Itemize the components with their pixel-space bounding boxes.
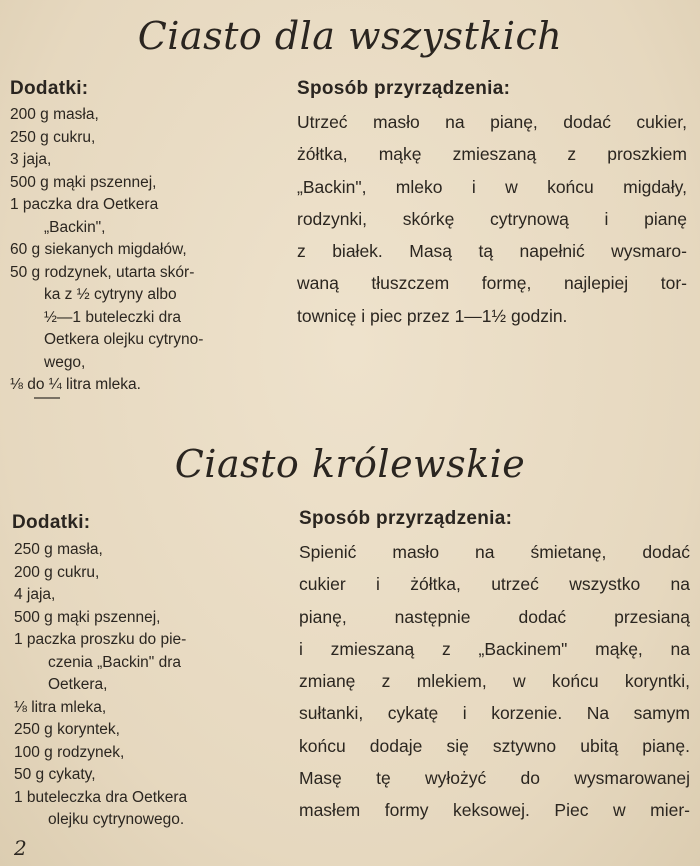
ingredient-line: 1 paczka dra Oetkera — [10, 196, 159, 213]
page-number: 2 — [14, 836, 27, 860]
ingredient-line: 3 jaja, — [10, 151, 52, 168]
ingredient-line: 4 jaja, — [14, 586, 56, 603]
ingredient-item — [14, 584, 187, 607]
ingredient-item — [10, 172, 203, 195]
method-text — [297, 106, 687, 332]
ingredient-line: 1 paczka proszku do pie- — [14, 631, 187, 648]
ingredient-continuation: ½—1 buteleczki dra — [44, 308, 181, 326]
ingredient-line: 50 g cykaty, — [14, 766, 96, 783]
method-text — [299, 536, 690, 827]
ingredient-line: ⅛ do ¼ litra mleka. — [10, 376, 141, 393]
method-line: zmianę z mlekiem, w końcu koryntki, — [299, 671, 690, 692]
ingredient-item — [10, 104, 203, 127]
ingredient-item — [10, 127, 203, 150]
recipe-title: Ciasto dla wszystkich — [137, 14, 563, 58]
ingredient-item — [10, 374, 203, 397]
ingredient-item — [14, 562, 187, 585]
ingredients-heading: Dodatki: — [12, 512, 91, 533]
method-line: Utrzeć masło na pianę, dodać cukier, — [297, 112, 687, 132]
ingredient-item — [14, 764, 187, 787]
method-line: Spienić masło na śmietanę, dodać — [299, 542, 690, 562]
ingredients-list — [14, 539, 187, 832]
method-line: i zmieszaną z „Backinem" mąkę, na — [299, 638, 690, 659]
ingredient-line: 250 g koryntek, — [14, 721, 120, 738]
ingredient-line: 500 g mąki pszennej, — [14, 608, 161, 626]
method-heading: Sposób przyrządzenia: — [297, 78, 511, 99]
ingredient-item — [10, 149, 203, 172]
ingredient-item — [14, 742, 187, 765]
method-line: cukier i żółtka, utrzeć wszystko na — [299, 574, 690, 595]
ingredient-continuation: olejku cytrynowego. — [48, 811, 185, 828]
ingredient-line: 250 g masła, — [14, 541, 103, 558]
ingredient-item — [10, 262, 203, 375]
ingredient-item — [14, 607, 187, 630]
ingredient-item — [10, 194, 203, 239]
ingredient-line: 1 buteleczka dra Oetkera — [14, 788, 188, 806]
method-line: pianę, następnie dodać przesianą — [299, 606, 690, 627]
ingredient-line: 100 g rodzynek, — [14, 743, 125, 761]
method-line: końcu dodaje się sztywno ubitą pianę. — [299, 735, 690, 756]
method-line: sułtanki, cykatę i korzenie. Na samym — [299, 703, 690, 724]
ingredients-list — [10, 104, 203, 397]
ingredient-continuation: Oetkera, — [48, 676, 108, 693]
method-line: waną tłuszczem formę, najlepiej tor- — [297, 273, 687, 294]
method-line: townicę i piec przez 1—1½ godzin. — [297, 305, 568, 326]
ingredients-heading: Dodatki: — [10, 78, 89, 99]
ingredient-item — [14, 539, 187, 562]
ingredient-continuation: czenia „Backin" dra — [48, 653, 182, 671]
ingredient-line: 50 g rodzynek, utarta skór- — [10, 263, 195, 281]
method-line: masłem formy keksowej. Piec w mier- — [299, 800, 690, 821]
recipe-title: Ciasto królewskie — [174, 442, 526, 486]
ingredient-line: ⅛ litra mleka, — [14, 698, 107, 716]
method-line: „Backin", mleko i w końcu migdały, — [297, 176, 687, 197]
ingredient-line: 200 g cukru, — [14, 563, 100, 581]
ingredient-continuation: ka z ½ cytryny albo — [44, 286, 177, 303]
method-line: żółtka, mąkę zmieszaną z proszkiem — [297, 144, 687, 165]
method-heading: Sposób przyrządzenia: — [299, 508, 513, 529]
method-line: rodzynki, skórkę cytrynową i pianę — [297, 208, 687, 229]
ingredient-item — [14, 787, 187, 832]
ingredient-line: 200 g masła, — [10, 106, 99, 123]
ingredient-continuation: Oetkera olejku cytryno- — [44, 331, 204, 348]
ingredient-line: 60 g siekanych migdałów, — [10, 241, 187, 258]
ingredient-item — [14, 719, 187, 742]
ingredient-continuation: „Backin", — [44, 218, 106, 236]
ingredient-item — [10, 239, 203, 262]
method-line: Masę tę wyłożyć do wysmarowanej — [299, 768, 690, 789]
ingredient-continuation: wego, — [44, 353, 86, 371]
ingredient-item — [14, 629, 187, 697]
ingredient-line: 500 g mąki pszennej, — [10, 173, 157, 191]
ingredient-item — [14, 697, 187, 720]
ink-mark — [34, 397, 60, 399]
method-line: z białek. Masą tą napełnić wysmaro- — [297, 241, 687, 262]
ingredient-line: 250 g cukru, — [10, 128, 96, 146]
